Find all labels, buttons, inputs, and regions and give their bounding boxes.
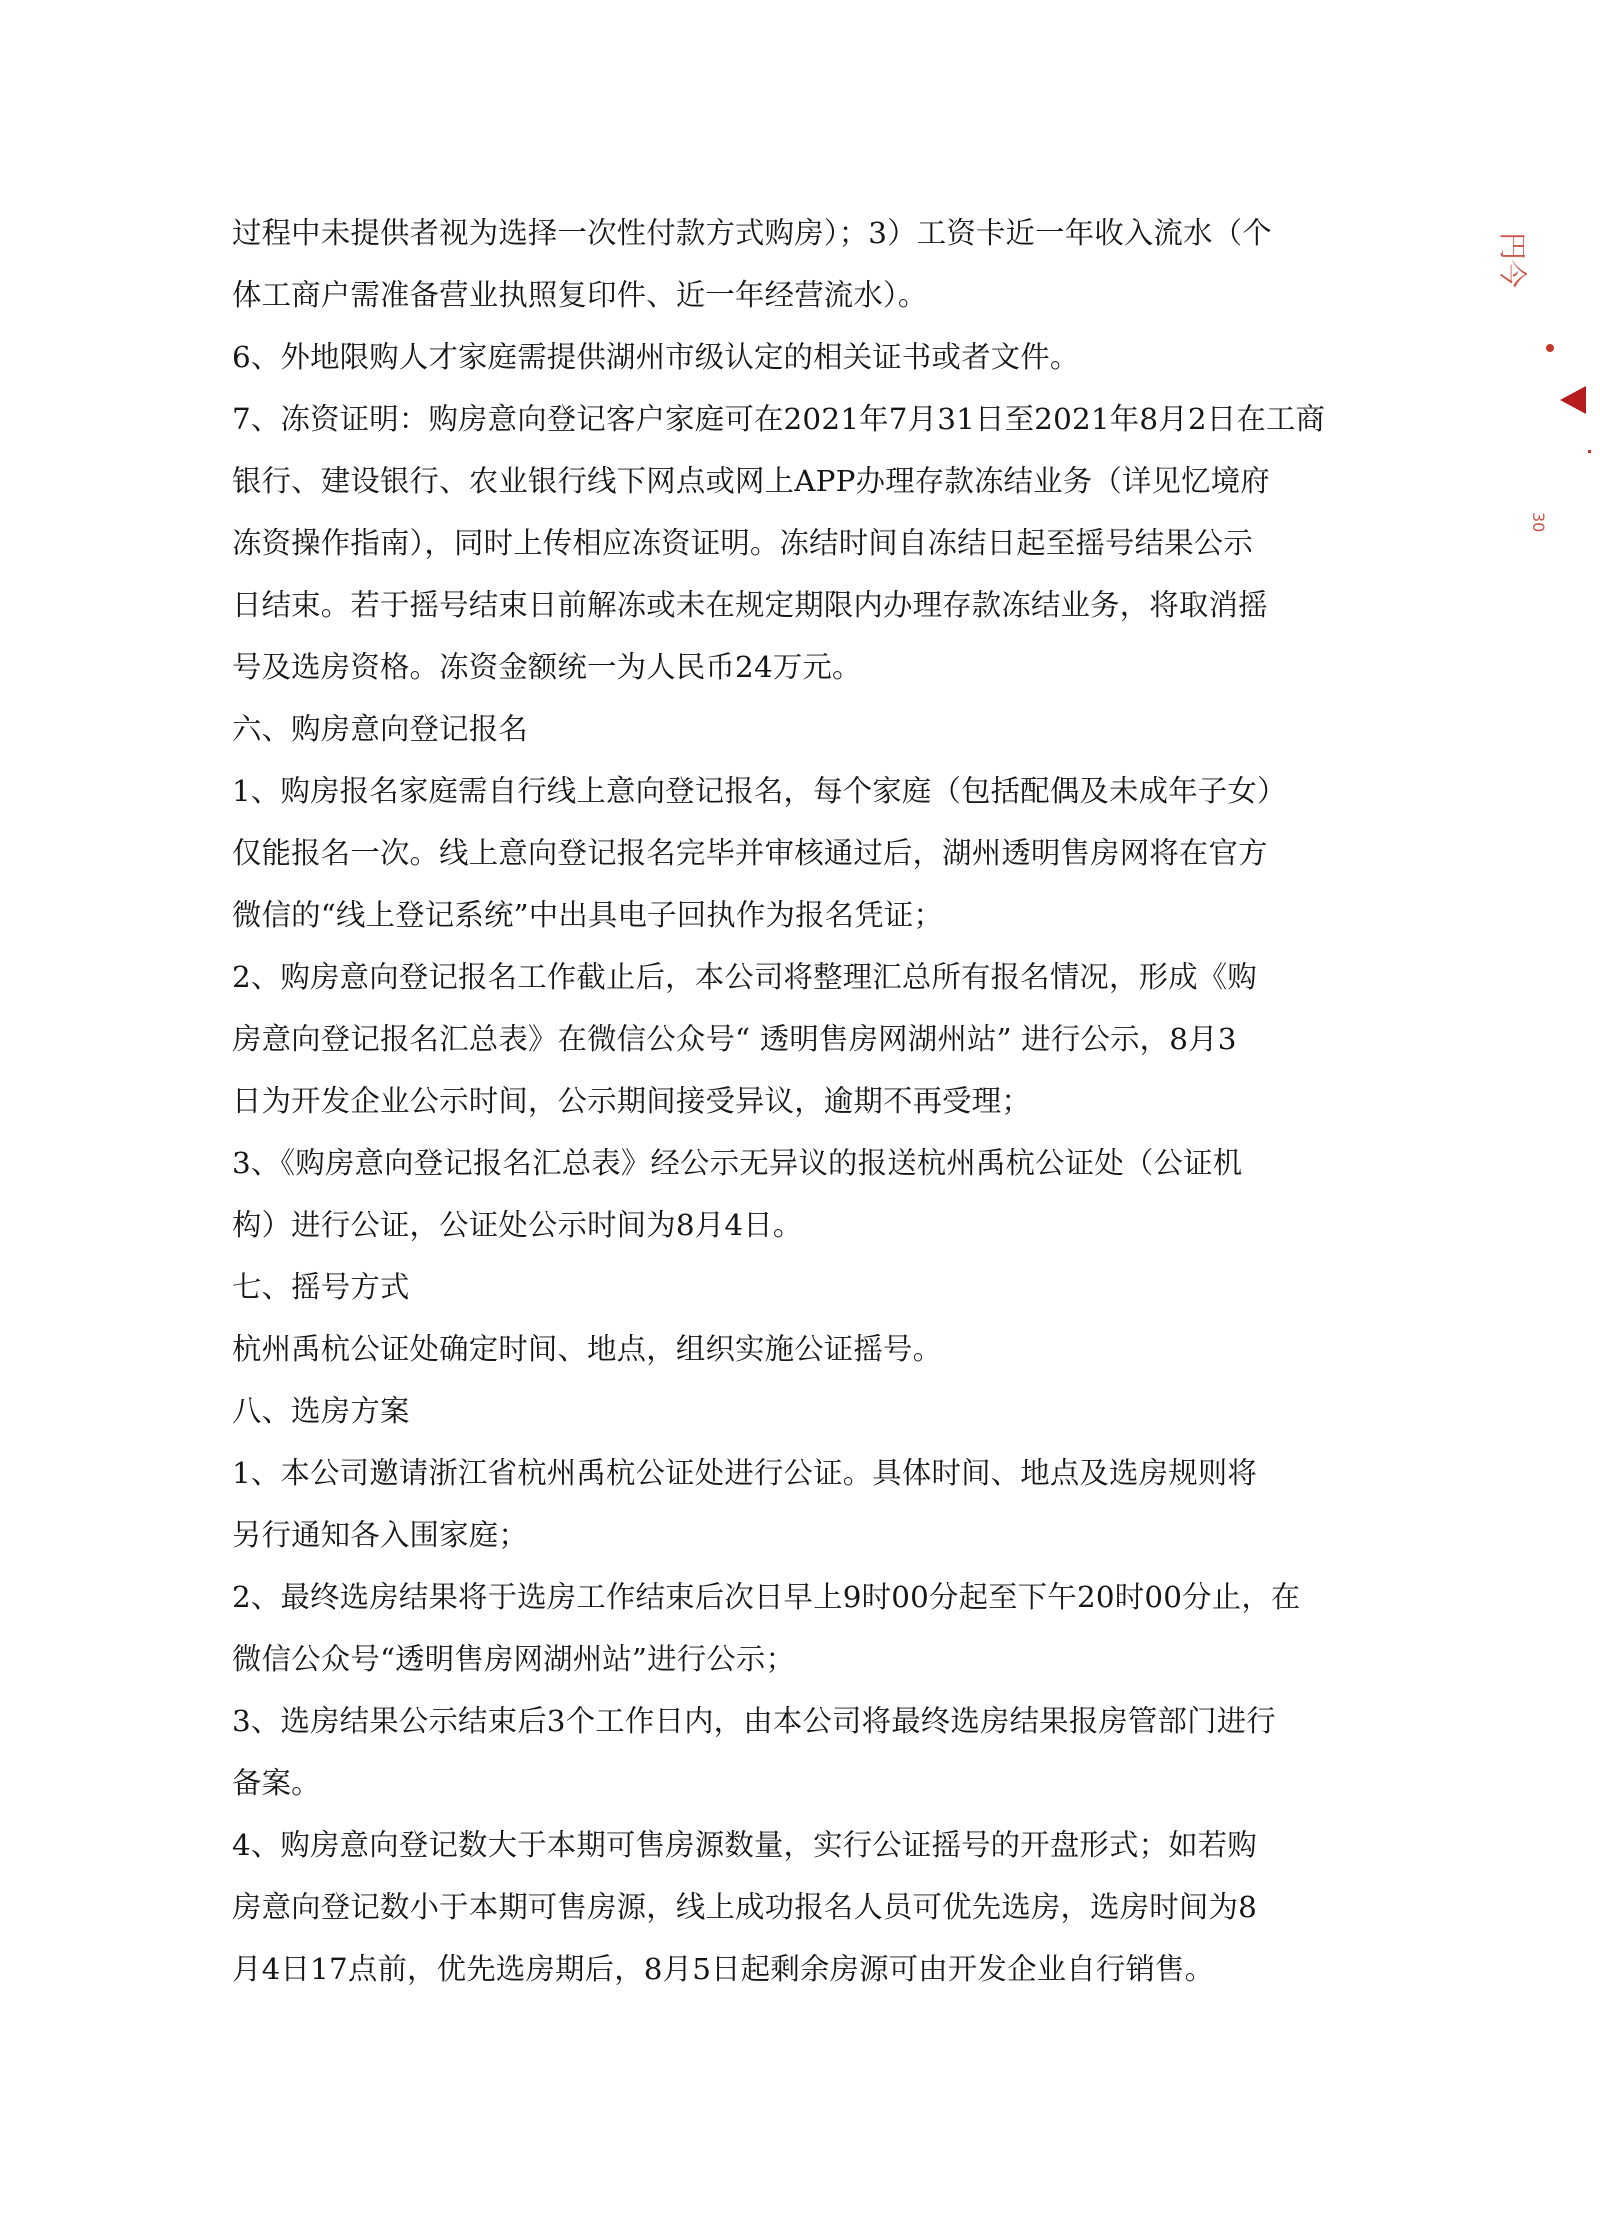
text-line: 4、购房意向登记数大于本期可售房源数量，实行公证摇号的开盘形式；如若购 — [232, 1828, 1257, 1862]
text-line: 房意向登记数小于本期可售房源，线上成功报名人员可优先选房，选房时间为8 — [232, 1890, 1257, 1924]
text-line: 3、选房结果公示结束后3个工作日内，由本公司将最终选房结果报房管部门进行 — [232, 1704, 1276, 1738]
text-line: 3、《购房意向登记报名汇总表》经公示无异议的报送杭州禹杭公证处（公证机 — [232, 1146, 1243, 1180]
handwritten-number: 30 — [1529, 512, 1548, 533]
handwritten-mark: 円今 — [1496, 232, 1529, 289]
text-line: 另行通知各入围家庭； — [232, 1518, 528, 1552]
text-line: 冻资操作指南），同时上传相应冻资证明。冻结时间自冻结日起至摇号结果公示 — [232, 526, 1253, 560]
text-line: 2、最终选房结果将于选房工作结束后次日早上9时00分起至下午20时00分止，在 — [232, 1580, 1301, 1614]
text-line: 2、购房意向登记报名工作截止后，本公司将整理汇总所有报名情况，形成《购 — [232, 960, 1257, 994]
text-line: 微信公众号“透明售房网湖州站”进行公示； — [232, 1642, 796, 1676]
text-line: 仅能报名一次。线上意向登记报名完毕并审核通过后，湖州透明售房网将在官方 — [232, 836, 1268, 870]
text-line: 过程中未提供者视为选择一次性付款方式购房）；3）工资卡近一年收入流水（个 — [232, 216, 1272, 250]
section-heading-6: 六、购房意向登记报名 — [232, 712, 528, 746]
text-line: 月4日17点前，优先选房期后，8月5日起剩余房源可由开发企业自行销售。 — [232, 1952, 1215, 1986]
text-line: 6、外地限购人才家庭需提供湖州市级认定的相关证书或者文件。 — [232, 340, 1080, 374]
text-line: 构）进行公证，公证处公示时间为8月4日。 — [232, 1208, 803, 1242]
text-line: 微信的“线上登记系统”中出具电子回执作为报名凭证； — [232, 898, 944, 932]
text-line: 1、购房报名家庭需自行线上意向登记报名，每个家庭（包括配偶及未成年子女） — [232, 774, 1287, 808]
text-line: 7、冻资证明：购房意向登记客户家庭可在2021年7月31日至2021年8月2日在工商 — [232, 402, 1326, 436]
ink-tick — [1588, 450, 1591, 453]
triangle-marker-icon — [1560, 386, 1586, 414]
text-line: 备案。 — [232, 1766, 321, 1800]
text-line: 房意向登记报名汇总表》在微信公众号“ 透明售房网湖州站” 进行公示，8月3 — [232, 1022, 1237, 1056]
text-line: 杭州禹杭公证处确定时间、地点，组织实施公证摇号。 — [232, 1332, 943, 1366]
margin-annotations — [1496, 0, 1600, 2240]
text-line: 日结束。若于摇号结束日前解冻或未在规定期限内办理存款冻结业务，将取消摇 — [232, 588, 1268, 622]
text-line: 银行、建设银行、农业银行线下网点或网上APP办理存款冻结业务（详见忆境府 — [232, 464, 1270, 498]
section-heading-7: 七、摇号方式 — [232, 1270, 410, 1304]
section-heading-8: 八、选房方案 — [232, 1394, 410, 1428]
text-line: 1、本公司邀请浙江省杭州禹杭公证处进行公证。具体时间、地点及选房规则将 — [232, 1456, 1257, 1490]
ink-dot — [1546, 344, 1554, 352]
text-line: 体工商户需准备营业执照复印件、近一年经营流水）。 — [232, 278, 928, 312]
text-line: 日为开发企业公示时间，公示期间接受异议，逾期不再受理； — [232, 1084, 1031, 1118]
text-line: 号及选房资格。冻资金额统一为人民币24万元。 — [232, 650, 862, 684]
document-body — [232, 202, 1346, 2000]
